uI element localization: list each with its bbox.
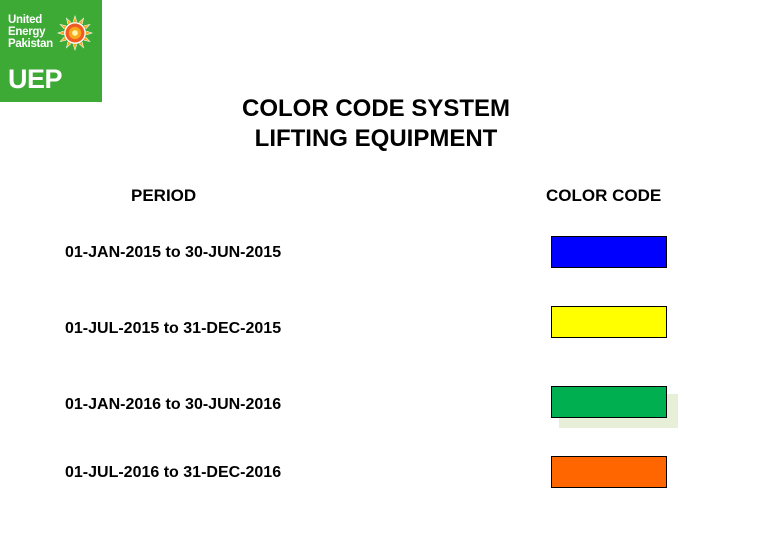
page-subtitle: LIFTING EQUIPMENT [254,125,498,152]
period-label-2: 01-JUL-2015 to 31-DEC-2015 [65,320,282,337]
sun-icon [56,14,94,52]
period-label-4: 01-JUL-2016 to 31-DEC-2016 [65,464,282,481]
logo-text-pakistan: Pakistan [8,38,53,50]
period-label-1: 01-JAN-2015 to 30-JUN-2015 [65,244,282,261]
color-swatch-orange [551,456,667,488]
logo-text-united: United [8,14,42,26]
color-swatch-green [551,386,667,418]
period-label-3: 01-JAN-2016 to 30-JUN-2016 [65,396,282,413]
logo-text-energy: Energy [8,26,46,38]
uep-logo [0,0,102,102]
logo-abbreviation: UEP [8,64,63,94]
page-title: COLOR CODE SYSTEM [241,95,511,122]
color-code-column-header: COLOR CODE [546,186,662,205]
period-column-header: PERIOD [131,186,197,205]
color-swatch-blue [551,236,667,268]
color-swatch-yellow [551,306,667,338]
